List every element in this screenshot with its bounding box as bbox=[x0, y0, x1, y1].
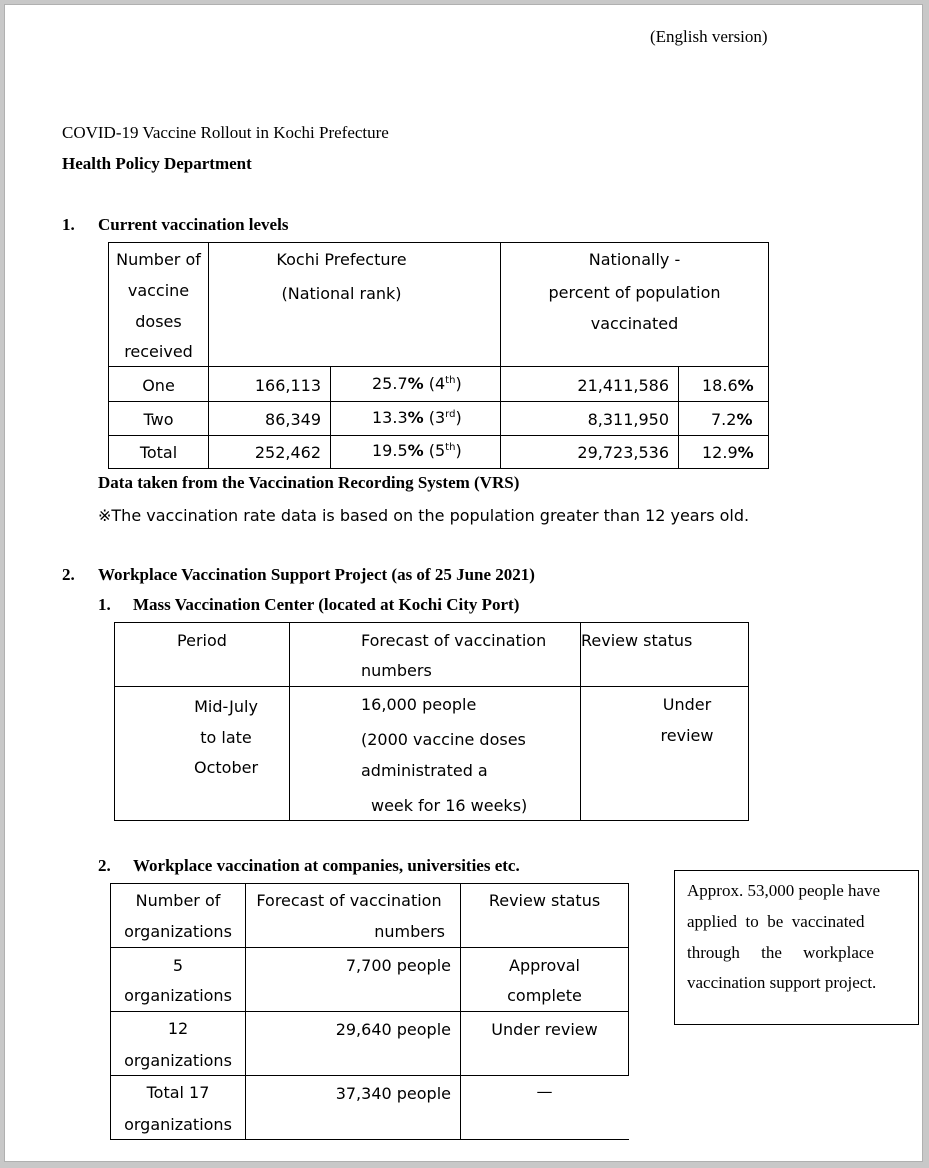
header-doses-line4: received bbox=[124, 342, 193, 361]
period-line2: to late bbox=[200, 728, 252, 747]
header-kochi-line2: (National rank) bbox=[281, 284, 402, 303]
period-line3: October bbox=[193, 758, 259, 777]
forecast: 7,700 people bbox=[345, 956, 451, 975]
national-rate: 7.2% bbox=[711, 410, 753, 429]
kochi-count: 166,113 bbox=[254, 376, 321, 395]
vaccination-note: ※The vaccination rate data is based on the population greater than 12 years old. bbox=[98, 506, 750, 525]
sub2-heading: Workplace vaccination at companies, universities etc. bbox=[133, 856, 520, 875]
header-doses-line1: Number of bbox=[116, 250, 201, 269]
document-page bbox=[4, 4, 923, 1162]
orgs-line2: organizations bbox=[124, 986, 232, 1005]
forecast-line1: 16,000 people bbox=[361, 695, 477, 714]
header-review-status: Review status bbox=[488, 891, 601, 910]
sub1-number: 1. bbox=[98, 595, 111, 614]
forecast: 37,340 people bbox=[335, 1084, 451, 1103]
orgs-line2: organizations bbox=[124, 1115, 232, 1134]
orgs-line1: 5 bbox=[172, 956, 184, 975]
header-national-line2: percent of population bbox=[548, 283, 721, 302]
header-forecast-line1: Forecast of vaccination bbox=[256, 891, 442, 910]
sub2-number: 2. bbox=[98, 856, 111, 875]
data-source: Data taken from the Vaccination Recording System (VRS) bbox=[98, 473, 520, 492]
national-count: 21,411,586 bbox=[577, 376, 669, 395]
header-orgs-line1: Number of bbox=[135, 891, 221, 910]
national-rate: 18.6% bbox=[702, 376, 754, 395]
note-line1: Approx. 53,000 people have bbox=[687, 881, 881, 900]
forecast: 29,640 people bbox=[335, 1020, 451, 1039]
header-national-line3: vaccinated bbox=[590, 314, 679, 333]
status-dash: — bbox=[536, 1082, 553, 1101]
sub1-heading: Mass Vaccination Center (located at Kochi City Port) bbox=[133, 595, 520, 614]
document-title: COVID-19 Vaccine Rollout in Kochi Prefecture bbox=[62, 123, 389, 142]
status-line1: Under review bbox=[491, 1020, 598, 1039]
section1-number: 1. bbox=[62, 215, 75, 234]
status-line1: Under bbox=[662, 695, 712, 714]
header-forecast-line1: Forecast of vaccination bbox=[361, 631, 547, 650]
header-forecast-line2: numbers bbox=[374, 922, 445, 941]
orgs-line2: organizations bbox=[124, 1051, 232, 1070]
header-national-line1: Nationally - bbox=[588, 250, 681, 269]
forecast-line4: week for 16 weeks) bbox=[371, 796, 528, 815]
header-period: Period bbox=[177, 631, 227, 650]
note-line3: through the workplace bbox=[687, 943, 874, 962]
forecast-line3: administrated a bbox=[361, 761, 488, 780]
forecast-line2: (2000 vaccine doses bbox=[361, 730, 526, 749]
header-kochi-line1: Kochi Prefecture bbox=[276, 250, 407, 269]
row-label: One bbox=[142, 376, 175, 395]
national-rate: 12.9% bbox=[702, 443, 754, 462]
row-label: Two bbox=[143, 410, 174, 429]
note-line4: vaccination support project. bbox=[687, 973, 877, 992]
orgs-line1: Total 17 bbox=[146, 1083, 210, 1102]
national-count: 29,723,536 bbox=[577, 443, 669, 462]
national-count: 8,311,950 bbox=[587, 410, 669, 429]
section1-heading: Current vaccination levels bbox=[98, 215, 289, 234]
version-label: (English version) bbox=[650, 27, 768, 46]
header-forecast-line2: numbers bbox=[361, 661, 432, 680]
header-review-status: Review status bbox=[581, 631, 693, 650]
applications-note-box bbox=[674, 870, 919, 1025]
kochi-count: 252,462 bbox=[254, 443, 321, 462]
note-line2: applied to be vaccinated bbox=[687, 912, 865, 931]
status-line1: Approval bbox=[509, 956, 580, 975]
header-doses-line2: vaccine bbox=[127, 281, 190, 300]
status-line2: complete bbox=[507, 986, 582, 1005]
kochi-rate: 25.7% (4th) bbox=[372, 374, 462, 393]
status-line2: review bbox=[660, 726, 714, 745]
header-orgs-line2: organizations bbox=[124, 922, 232, 941]
kochi-rate: 19.5% (5th) bbox=[372, 441, 462, 460]
section2-heading: Workplace Vaccination Support Project (as of 25 June 2021) bbox=[98, 565, 535, 584]
section2-number: 2. bbox=[62, 565, 75, 584]
orgs-line1: 12 bbox=[167, 1019, 189, 1038]
row-label: Total bbox=[139, 443, 178, 462]
department-name: Health Policy Department bbox=[62, 154, 252, 173]
header-doses-line3: doses bbox=[135, 312, 182, 331]
period-line1: Mid-July bbox=[194, 697, 258, 716]
kochi-rate: 13.3% (3rd) bbox=[372, 408, 462, 427]
kochi-count: 86,349 bbox=[265, 410, 321, 429]
